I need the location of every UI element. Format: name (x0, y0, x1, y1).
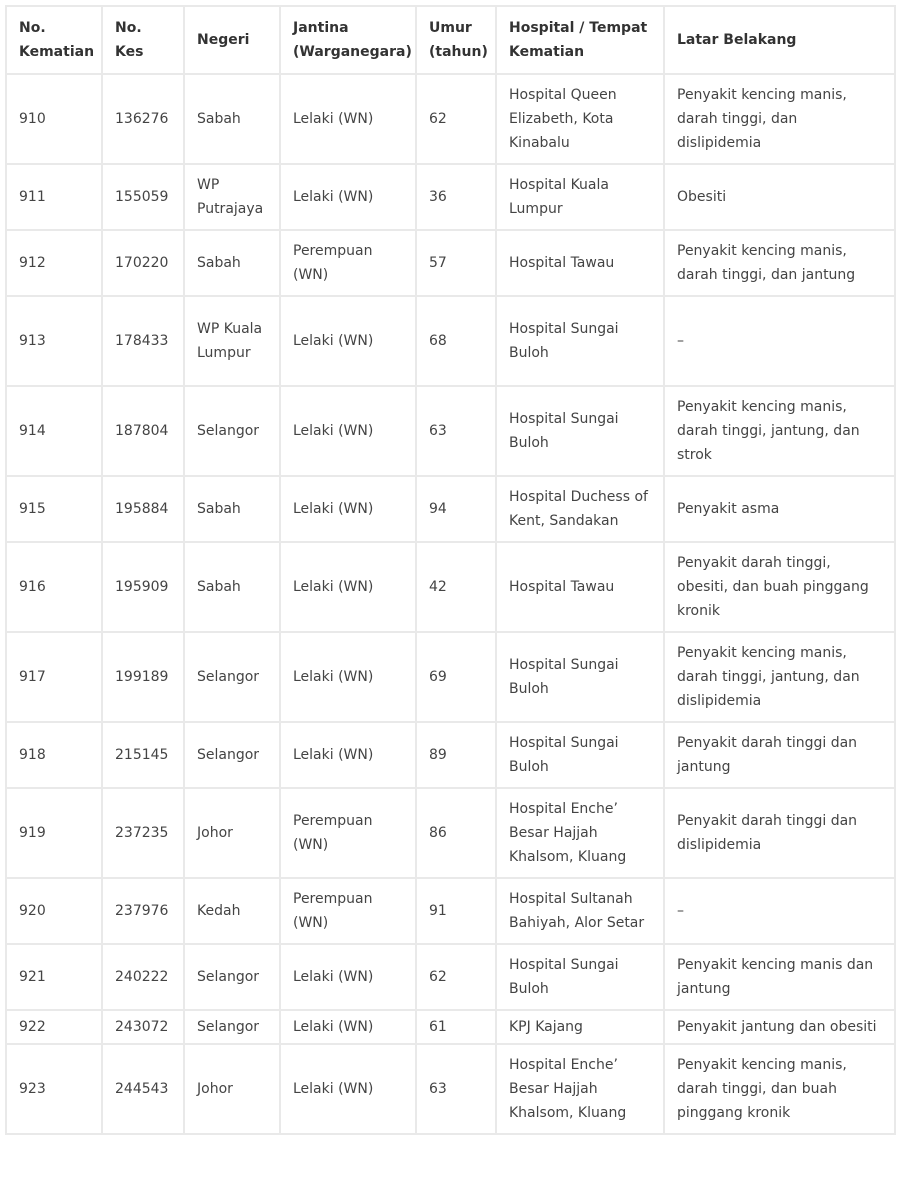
cell-umur: 63 (416, 1044, 496, 1134)
cell-no-kematian: 910 (6, 74, 102, 164)
cell-no-kes: 170220 (102, 230, 184, 296)
cell-jantina: Lelaki (WN) (280, 542, 416, 632)
cell-jantina: Perempuan (WN) (280, 878, 416, 944)
cell-no-kematian: 922 (6, 1010, 102, 1044)
cell-jantina: Lelaki (WN) (280, 944, 416, 1010)
header-negeri: Negeri (184, 6, 280, 74)
cell-latar-belakang: – (664, 878, 895, 944)
cell-no-kes: 237235 (102, 788, 184, 878)
cell-jantina: Lelaki (WN) (280, 722, 416, 788)
cell-no-kes: 215145 (102, 722, 184, 788)
cell-no-kematian: 916 (6, 542, 102, 632)
cell-negeri: Selangor (184, 722, 280, 788)
cell-negeri: Sabah (184, 476, 280, 542)
cell-no-kematian: 915 (6, 476, 102, 542)
cell-no-kes: 240222 (102, 944, 184, 1010)
cell-no-kes: 155059 (102, 164, 184, 230)
cell-negeri: Johor (184, 1044, 280, 1134)
cell-negeri: Kedah (184, 878, 280, 944)
cell-latar-belakang: – (664, 296, 895, 386)
cell-negeri: Sabah (184, 74, 280, 164)
cell-umur: 89 (416, 722, 496, 788)
cell-umur: 63 (416, 386, 496, 476)
table-row (6, 878, 895, 944)
table-row (6, 230, 895, 296)
cell-latar-belakang: Penyakit asma (664, 476, 895, 542)
table-row (6, 296, 895, 386)
cell-no-kematian: 920 (6, 878, 102, 944)
deaths-table (5, 5, 896, 1135)
cell-no-kematian: 911 (6, 164, 102, 230)
cell-hospital: Hospital Tawau (496, 230, 664, 296)
table-row (6, 722, 895, 788)
cell-latar-belakang: Penyakit kencing manis, darah tinggi, jantung, dan strok (664, 386, 895, 476)
cell-umur: 86 (416, 788, 496, 878)
cell-latar-belakang: Penyakit kencing manis, darah tinggi, dan jantung (664, 230, 895, 296)
table-body (6, 74, 895, 1134)
cell-jantina: Perempuan (WN) (280, 230, 416, 296)
cell-jantina: Lelaki (WN) (280, 296, 416, 386)
cell-negeri: Johor (184, 788, 280, 878)
cell-jantina: Perempuan (WN) (280, 788, 416, 878)
cell-no-kes: 195884 (102, 476, 184, 542)
cell-latar-belakang: Penyakit darah tinggi dan dislipidemia (664, 788, 895, 878)
cell-no-kes: 243072 (102, 1010, 184, 1044)
cell-umur: 91 (416, 878, 496, 944)
cell-negeri: Selangor (184, 632, 280, 722)
table-row (6, 788, 895, 878)
cell-hospital: Hospital Sungai Buloh (496, 722, 664, 788)
cell-no-kes: 199189 (102, 632, 184, 722)
cell-umur: 94 (416, 476, 496, 542)
cell-umur: 68 (416, 296, 496, 386)
cell-no-kes: 237976 (102, 878, 184, 944)
table-row (6, 542, 895, 632)
cell-no-kes: 195909 (102, 542, 184, 632)
cell-umur: 36 (416, 164, 496, 230)
cell-negeri: Selangor (184, 944, 280, 1010)
cell-jantina: Lelaki (WN) (280, 1044, 416, 1134)
cell-umur: 62 (416, 74, 496, 164)
cell-hospital: Hospital Duchess of Kent, Sandakan (496, 476, 664, 542)
cell-latar-belakang: Obesiti (664, 164, 895, 230)
header-row (6, 6, 895, 74)
cell-no-kematian: 914 (6, 386, 102, 476)
table-row (6, 1010, 895, 1044)
cell-hospital: Hospital Queen Elizabeth, Kota Kinabalu (496, 74, 664, 164)
header-umur: Umur (tahun) (416, 6, 496, 74)
cell-no-kematian: 912 (6, 230, 102, 296)
header-latar-belakang: Latar Belakang (664, 6, 895, 74)
cell-no-kes: 244543 (102, 1044, 184, 1134)
cell-hospital: Hospital Enche’ Besar Hajjah Khalsom, Kluang (496, 788, 664, 878)
cell-umur: 57 (416, 230, 496, 296)
cell-no-kes: 136276 (102, 74, 184, 164)
cell-no-kematian: 919 (6, 788, 102, 878)
cell-latar-belakang: Penyakit kencing manis, darah tinggi, dan buah pinggang kronik (664, 1044, 895, 1134)
cell-negeri: WP Kuala Lumpur (184, 296, 280, 386)
cell-hospital: Hospital Sungai Buloh (496, 944, 664, 1010)
cell-hospital: Hospital Sultanah Bahiyah, Alor Setar (496, 878, 664, 944)
cell-hospital: Hospital Tawau (496, 542, 664, 632)
cell-hospital: Hospital Sungai Buloh (496, 632, 664, 722)
cell-negeri: Sabah (184, 230, 280, 296)
table-row (6, 386, 895, 476)
cell-latar-belakang: Penyakit kencing manis, darah tinggi, dan dislipidemia (664, 74, 895, 164)
cell-hospital: Hospital Sungai Buloh (496, 386, 664, 476)
cell-umur: 69 (416, 632, 496, 722)
cell-jantina: Lelaki (WN) (280, 632, 416, 722)
cell-latar-belakang: Penyakit darah tinggi dan jantung (664, 722, 895, 788)
cell-jantina: Lelaki (WN) (280, 164, 416, 230)
table-row (6, 164, 895, 230)
header-jantina: Jantina (Warganegara) (280, 6, 416, 74)
cell-no-kes: 187804 (102, 386, 184, 476)
cell-umur: 42 (416, 542, 496, 632)
cell-jantina: Lelaki (WN) (280, 386, 416, 476)
cell-hospital: Hospital Kuala Lumpur (496, 164, 664, 230)
cell-latar-belakang: Penyakit darah tinggi, obesiti, dan buah pinggang kronik (664, 542, 895, 632)
header-no-kematian: No. Kematian (6, 6, 102, 74)
cell-negeri: Sabah (184, 542, 280, 632)
cell-jantina: Lelaki (WN) (280, 476, 416, 542)
cell-latar-belakang: Penyakit kencing manis dan jantung (664, 944, 895, 1010)
table-row (6, 944, 895, 1010)
cell-hospital: Hospital Sungai Buloh (496, 296, 664, 386)
cell-umur: 61 (416, 1010, 496, 1044)
cell-no-kematian: 918 (6, 722, 102, 788)
header-no-kes: No. Kes (102, 6, 184, 74)
cell-negeri: Selangor (184, 1010, 280, 1044)
table-row (6, 1044, 895, 1134)
cell-umur: 62 (416, 944, 496, 1010)
cell-no-kematian: 923 (6, 1044, 102, 1134)
cell-latar-belakang: Penyakit kencing manis, darah tinggi, jantung, dan dislipidemia (664, 632, 895, 722)
cell-no-kes: 178433 (102, 296, 184, 386)
cell-no-kematian: 917 (6, 632, 102, 722)
cell-hospital: KPJ Kajang (496, 1010, 664, 1044)
table-header (6, 6, 895, 74)
table-row (6, 74, 895, 164)
header-hospital: Hospital / Tempat Kematian (496, 6, 664, 74)
cell-negeri: Selangor (184, 386, 280, 476)
cell-latar-belakang: Penyakit jantung dan obesiti (664, 1010, 895, 1044)
table-row (6, 632, 895, 722)
cell-no-kematian: 921 (6, 944, 102, 1010)
cell-no-kematian: 913 (6, 296, 102, 386)
cell-hospital: Hospital Enche’ Besar Hajjah Khalsom, Kluang (496, 1044, 664, 1134)
table-row (6, 476, 895, 542)
cell-jantina: Lelaki (WN) (280, 1010, 416, 1044)
cell-jantina: Lelaki (WN) (280, 74, 416, 164)
table-container (5, 5, 896, 1135)
cell-negeri: WP Putrajaya (184, 164, 280, 230)
